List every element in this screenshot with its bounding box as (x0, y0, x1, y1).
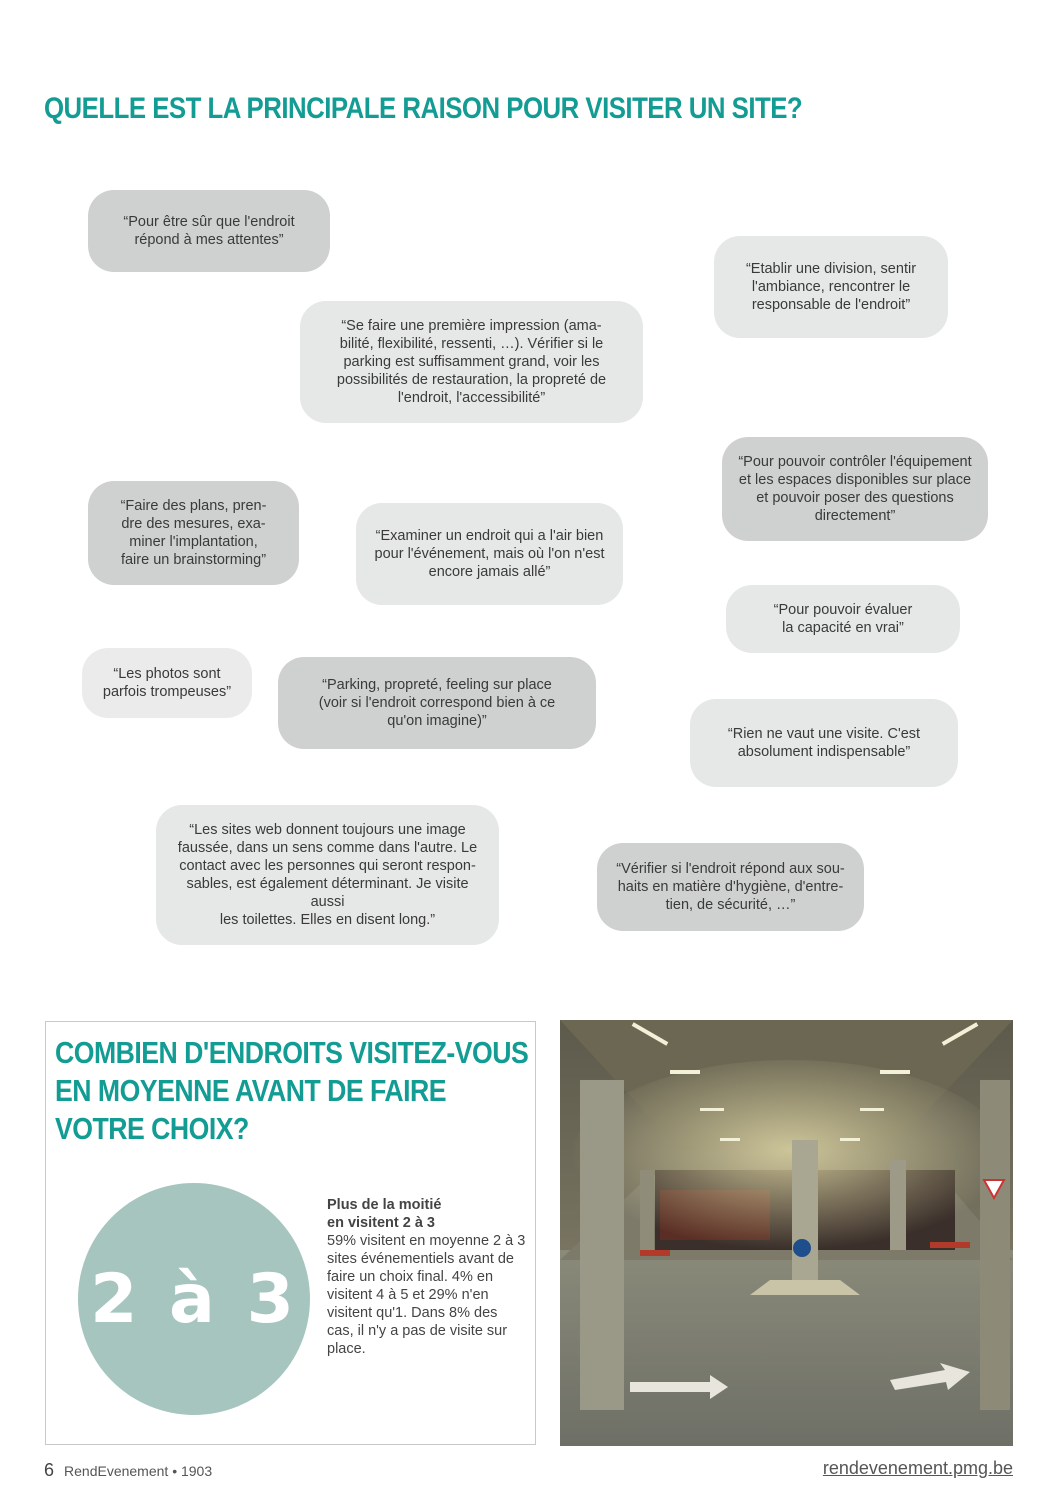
footer-left (44, 1460, 212, 1481)
quote-bubble (156, 805, 499, 945)
quote-text: “Pour pouvoir évaluer la capacité en vrai” (773, 602, 913, 636)
quote-bubble (597, 843, 864, 931)
big-number: 2 à 3 (90, 1259, 298, 1339)
quote-bubble (714, 236, 948, 338)
parking-garage-photo (560, 1020, 1013, 1446)
quote-text: “Rien ne vaut une visite. C'est absolument indispensable” (727, 726, 921, 760)
quote-bubble (356, 503, 623, 605)
stat-heading: Plus de la moitié en visitent 2 à 3 (327, 1197, 442, 1231)
quote-bubble (278, 657, 596, 749)
quote-bubble (88, 190, 330, 272)
quote-text: “Les photos sont parfois trompeuses” (102, 666, 232, 700)
quote-bubble (88, 481, 299, 585)
quote-text: “Vérifier si l'endroit répond aux sou- haits en matière d'hygiène, d'entre- tien, de sécurité, …” (616, 861, 845, 913)
quote-bubble (690, 699, 958, 787)
website-link[interactable]: rendevenement.pmg.be (822, 1458, 1013, 1478)
quote-bubble (300, 301, 643, 423)
quote-text: “Faire des plans, pren- dre des mesures, exa- miner l'implantation, faire un brainstorming” (120, 498, 267, 568)
section-title: COMBIEN D'ENDROITS VISITEZ-VOUS EN MOYENNE AVANT DE FAIRE VOTRE CHOIX? (55, 1035, 529, 1146)
quote-bubble (82, 648, 252, 718)
quote-text: “Pour pouvoir contrôler l'équipement et les espaces disponibles sur place et pouvoir poser des questions directement” (738, 454, 972, 524)
stat-circle (78, 1183, 310, 1415)
stats-box (45, 1021, 536, 1445)
quote-bubble (726, 585, 960, 653)
quote-text: “Examiner un endroit qui a l'air bien pour l'événement, mais où l'on n'est encore jamais allé” (374, 528, 605, 580)
quote-text: “Etablir une division, sentir l'ambiance, rencontrer le responsable de l'endroit” (745, 261, 917, 313)
magazine-issue: RendEvenement • 1903 (64, 1463, 213, 1479)
page-number: 6 (44, 1460, 55, 1480)
quote-text: “Pour être sûr que l'endroit répond à mes attentes” (123, 214, 295, 248)
quote-text: “Les sites web donnent toujours une image faussée, dans un sens comme dans l'autre. Le contact avec les personnes qui seront respon- sables, est également déterminant. Je visite aussi les toilettes. Elles en disent long.” (177, 822, 478, 928)
quote-text: “Se faire une première impression (ama- bilité, flexibilité, ressenti, …). Vérifier si le parking est suffisamment grand, voir les possibilités de restauration, la propreté de l'endroit, l'accessibilité” (336, 318, 607, 406)
page-title: QUELLE EST LA PRINCIPALE RAISON POUR VISITER UN SITE? (44, 92, 803, 125)
stat-body: 59% visitent en moyenne 2 à 3 sites événementiels avant de faire un choix final. 4% en visitent 4 à 5 et 29% n'en visitent qu'1. Dans 8% des cas, il n'y a pas de visite sur place. (327, 1233, 526, 1357)
quote-text: “Parking, propreté, feeling sur place (voir si l'endroit correspond bien à ce qu'on imagine)” (318, 677, 556, 729)
parking-garage-illustration (560, 1020, 1013, 1446)
quote-bubble (722, 437, 988, 541)
